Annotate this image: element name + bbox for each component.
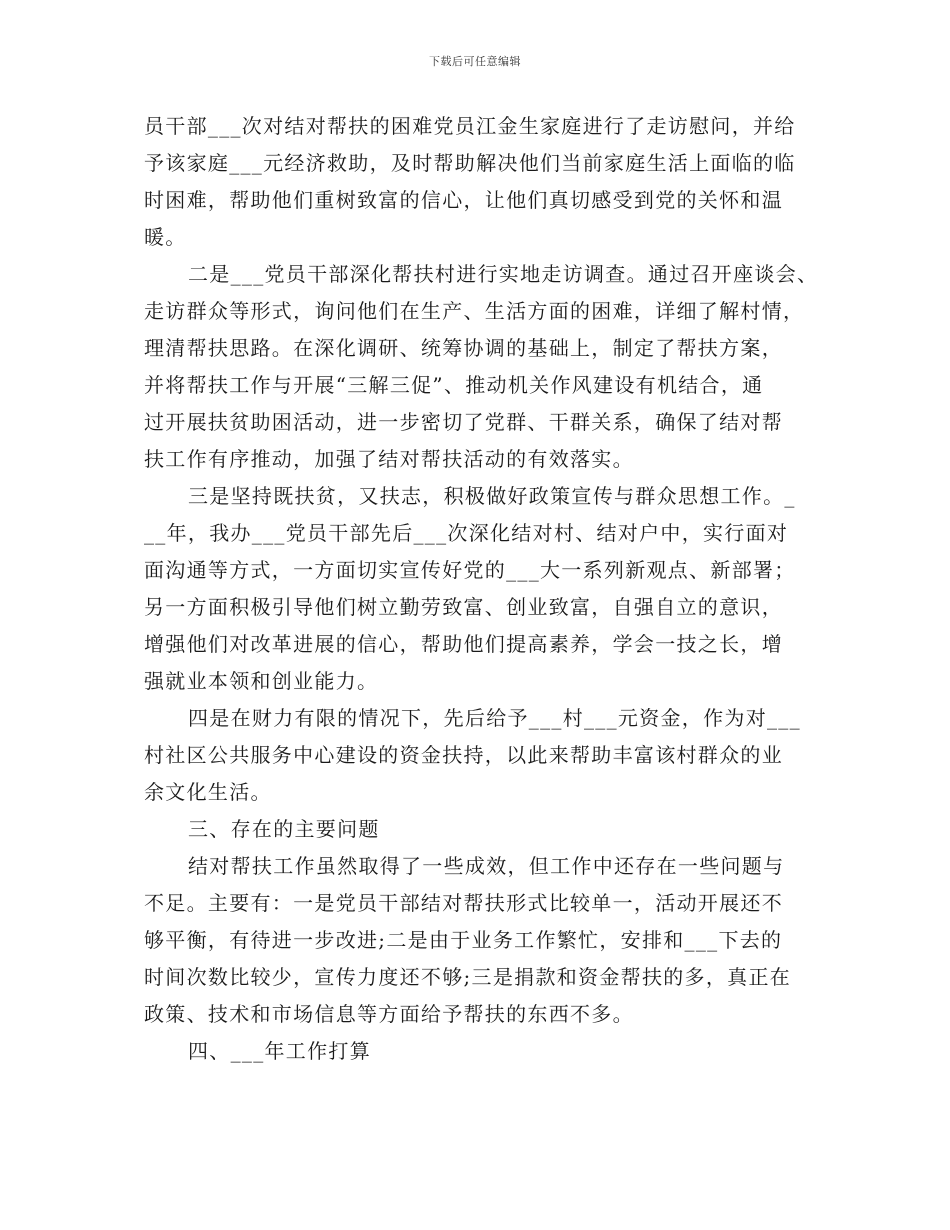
text-line: 不足。主要有：一是党员干部结对帮扶形式比较单一，活动开展还不 <box>144 891 783 915</box>
text-line: 二是___党员干部深化帮扶村进行实地走访调查。通过召开座谈会、 <box>188 262 819 286</box>
text-line: 够平衡，有待进一步改进;二是由于业务工作繁忙，安排和___下去的 <box>144 928 783 952</box>
text-line: 三是坚持既扶贫，又扶志，积极做好政策宣传与群众思想工作。_ <box>188 484 796 508</box>
text-line: 余文化生活。 <box>144 780 272 804</box>
document-body <box>144 108 819 1070</box>
text-line: 增强他们对改革进展的信心，帮助他们提高素养，学会一技之长，增 <box>144 632 783 656</box>
text-line: 理清帮扶思路。在深化调研、统筹协调的基础上，制定了帮扶方案， <box>144 336 783 360</box>
text-line: 另一方面积极引导他们树立勤劳致富、创业致富，自强自立的意识， <box>144 595 783 619</box>
text-line: 强就业本领和创业能力。 <box>144 669 379 693</box>
text-line: 扶工作有序推动，加强了结对帮扶活动的有效落实。 <box>144 447 634 471</box>
page-header: 下载后可任意编辑 <box>429 55 521 68</box>
text-line: 并将帮扶工作与开展“三解三促”、推动机关作风建设有机结合，通 <box>144 373 764 397</box>
text-line: 时困难，帮助他们重树致富的信心，让他们真切感受到党的关怀和温 <box>144 188 783 212</box>
text-line: 时间次数比较少，宣传力度还不够;三是捐款和资金帮扶的多，真正在 <box>144 965 792 989</box>
text-line: 四、___年工作打算 <box>188 1039 371 1063</box>
text-line: 员干部___次对结对帮扶的困难党员江金生家庭进行了走访慰问，并给 <box>144 114 796 138</box>
text-line: __年，我办___党员干部先后___次深化结对村、结对户中，实行面对 <box>144 521 789 545</box>
text-line: 面沟通等方式，一方面切实宣传好党的___大一系列新观点、新部署； <box>144 558 796 582</box>
text-line: 四是在财力有限的情况下，先后给予___村___元资金，作为对___ <box>188 706 801 730</box>
text-line: 予该家庭___元经济救助，及时帮助解决他们当前家庭生活上面临的临 <box>144 151 796 175</box>
text-line: 暖。 <box>144 225 187 249</box>
text-line: 三、存在的主要问题 <box>188 817 380 841</box>
text-line: 政策、技术和市场信息等方面给予帮扶的东西不多。 <box>144 1002 634 1026</box>
text-line: 走访群众等形式，询问他们在生产、生活方面的困难，详细了解村情， <box>144 299 805 323</box>
text-line: 村社区公共服务中心建设的资金扶持，以此来帮助丰富该村群众的业 <box>144 743 783 767</box>
text-line: 过开展扶贫助困活动，进一步密切了党群、干群关系，确保了结对帮 <box>144 410 783 434</box>
text-line: 结对帮扶工作虽然取得了一些成效，但工作中还存在一些问题与 <box>188 854 785 878</box>
